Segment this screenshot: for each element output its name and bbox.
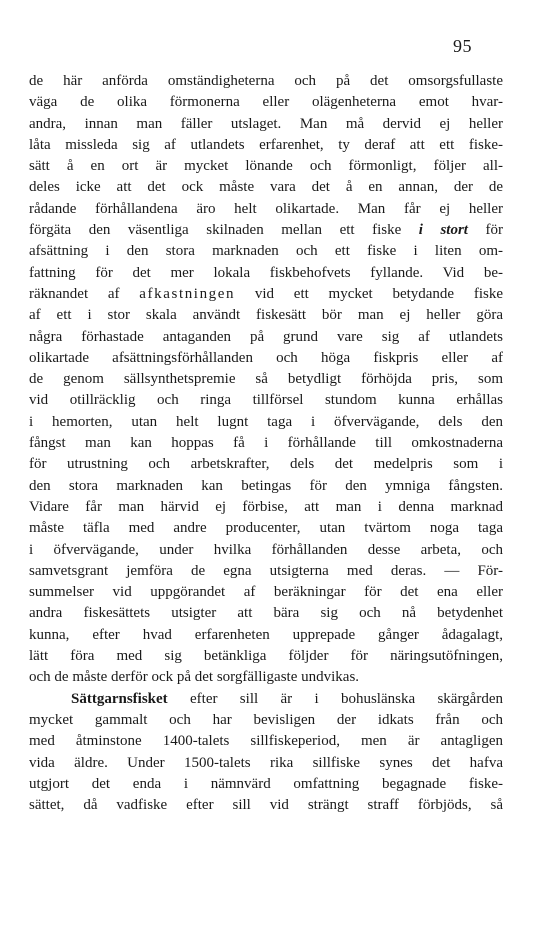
text-line: vid otillräcklig och ringa tillförsel stundom kunna erhållas: [29, 392, 503, 409]
text-line: andra, innan man fäller utslaget. Man må dervid ej heller: [29, 115, 503, 132]
text-run: räknandet af: [29, 285, 140, 302]
text-run: för: [467, 222, 503, 239]
text-line: låta missleda sig af utlandets erfarenhet, ty deraf att ett fiske-: [29, 136, 503, 153]
text-line: summelser vid uppgörandet af beräkningar för det ena eller: [29, 584, 503, 601]
text-line: måste täfla med andre producenter, utan tvärtom noga taga: [29, 520, 503, 537]
text-line: några förhastade antaganden på grund vare sig af utlandets: [29, 328, 503, 345]
text-line: sättet, då vadfiske efter sill vid strängt straff förbjöds, så: [29, 797, 503, 814]
text-run: efter sill är i bohuslänska skärgården: [167, 690, 503, 707]
text-line: i hemorten, utan helt lugnt taga i öfvervägande, dels den: [29, 413, 503, 430]
text-line: väga de olika förmonerna eller olägenheterna emot hvar-: [29, 94, 503, 111]
spaced-emphasis-text: afkastningen: [139, 285, 236, 302]
text-line: Vidare får man härvid ej förbise, att man i denna marknad: [29, 498, 503, 515]
text-line: afsättning i den stora marknaden och ett fiske i liten om-: [29, 243, 503, 260]
text-line: mycket gammalt och har bevisligen der idkats från och: [29, 711, 503, 728]
text-line: rådande förhållandena äro helt olikartade. Man får ej heller: [29, 200, 503, 217]
text-line: fångst man kan hoppas få i förhållande till omkostnaderna: [29, 435, 503, 452]
text-line: den stora marknaden kan betingas för den ymniga fångsten.: [29, 477, 503, 494]
page-number: 95: [453, 36, 472, 56]
text-run: förgäta den väsentliga skilnaden mellan ett fiske: [29, 222, 419, 239]
text-line: och de måste derför ock på det sorgfälligaste undvikas.: [29, 669, 360, 686]
text-line: för utrustning och arbetskrafter, dels det medelpris som i: [29, 456, 503, 473]
text-line: samvetsgrant jemföra de egna utsigterna med deras. — För-: [29, 562, 503, 579]
page-body-text: [29, 71, 503, 816]
text-line: af ett i stor skala användt fiskesätt bör man ej heller göra: [29, 307, 503, 324]
text-line: deles icke att det ock måste vara det å en annan, der de: [29, 179, 503, 196]
text-line: med åtminstone 1400-talets sillfiskeperiod, men är antagligen: [29, 733, 503, 750]
text-run: vid ett mycket betydande fiske: [235, 285, 503, 302]
text-line: kunna, efter hvad erfarenheten upprepade gånger ådagalagt,: [29, 626, 503, 643]
section-heading-text: Sättgarnsfisket: [71, 690, 168, 707]
text-line: de här anförda omständigheterna och på det omsorgsfullaste: [29, 73, 503, 89]
text-line: [29, 220, 503, 241]
text-line: lätt föra med sig betänkliga följder för näringsutöfningen,: [29, 648, 503, 665]
text-line: andra fiskesättets utsigter att bära sig och nå betydenhet: [29, 605, 503, 622]
text-line: sätt å en ort är mycket lönande och förmonligt, följer all-: [29, 158, 503, 175]
emphasis-text: i stort: [418, 222, 468, 239]
text-line: de genom sällsynthetspremie så betydligt förhöjda pris, som: [29, 371, 503, 388]
text-line: olikartade afsättningsförhållanden och höga fiskpris eller af: [29, 349, 503, 366]
text-line: [29, 689, 503, 710]
text-line: utgjort det enda i nämnvärd omfattning begagnade fiske-: [29, 775, 503, 792]
text-line: fattning för det mer lokala fiskbehofvets fyllande. Vid be-: [29, 264, 503, 281]
text-line: [29, 284, 503, 305]
text-line: vida äldre. Under 1500-talets rika sillfiske synes det hafva: [29, 754, 503, 771]
text-line: i öfvervägande, under hvilka förhållanden desse arbeta, och: [29, 541, 503, 558]
